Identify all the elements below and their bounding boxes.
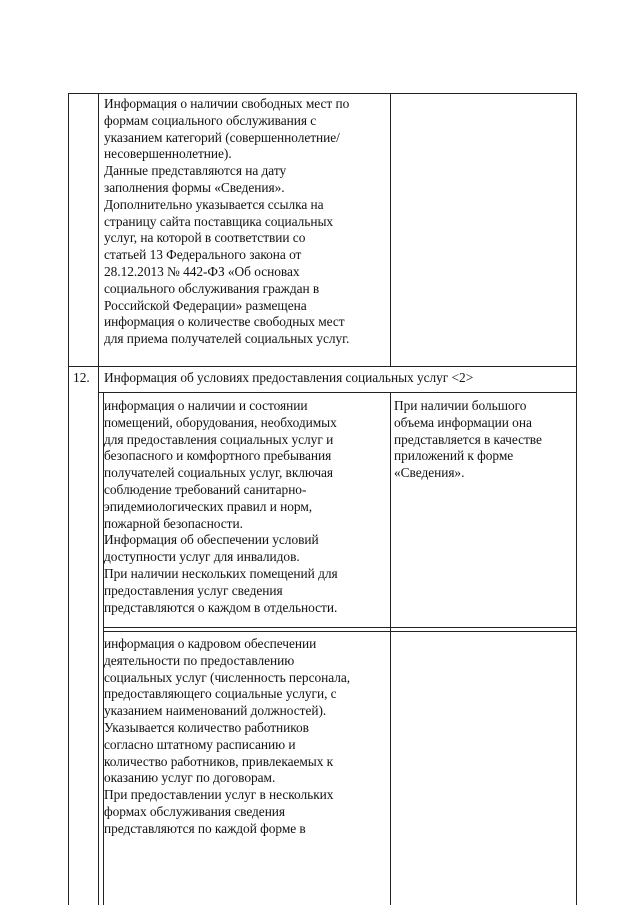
table-border-col1 — [98, 93, 99, 905]
table-border-row3-lower — [103, 631, 577, 632]
table-border-row3 — [103, 627, 577, 628]
row-number: 12. — [73, 370, 90, 385]
table-border-right — [576, 93, 577, 905]
section-heading: Информация об условиях предоставления социальных услуг <2> — [104, 370, 474, 385]
cell-premises-note: При наличии большого объема информации она представляется в качестве приложений к форме «Сведения». — [394, 398, 542, 481]
cell-premises-info: информация о наличии и состоянии помещений, оборудования, необходимых для предоставления социальных услуг и безопасного и комфортного пребывания получателей социальных услуг, включая соблюдение требований санитарно- эпидемиологических правил и норм, пожарной безопасности. Информация об обеспечении условий доступности услуг для инвалидов. При наличии нескольких помещений для предоставления услуг сведения представляются о каждом в отдельности. — [104, 398, 338, 615]
table-border-top — [68, 93, 577, 94]
table-border-row1 — [68, 366, 577, 367]
table-border-col2 — [390, 392, 391, 905]
cell-staffing-info: информация о кадровом обеспечении деятельности по предоставлению социальных услуг (численность персонала, предоставляющего социальные услуги, с указанием наименований должностей). Указывается количество работников согласно штатному расписанию и количество работников, привлекаемых к оказанию услуг по договорам. При предоставлении услуг в нескольких формах обслуживания сведения представляются по каждой форме в — [104, 636, 351, 836]
table-border-row2 — [98, 392, 577, 393]
table-border-left — [68, 93, 69, 905]
cell-free-places-info: Информация о наличии свободных мест по формам социального обслуживания с указанием категорий (совершеннолетние/ несовершеннолетние). Данные представляются на дату заполнения формы «Сведения». Дополнительно указывается ссылка на страницу сайта поставщика социальных услуг, на которой в соответствии со статьей 13 Федерального закона от 28.12.2013 № 442-ФЗ «Об основах социального обслуживания граждан в Российской Федерации» размещена информация о количестве свободных мест для приема получателей социальных услуг. — [104, 96, 350, 347]
table-border-col2 — [390, 93, 391, 366]
